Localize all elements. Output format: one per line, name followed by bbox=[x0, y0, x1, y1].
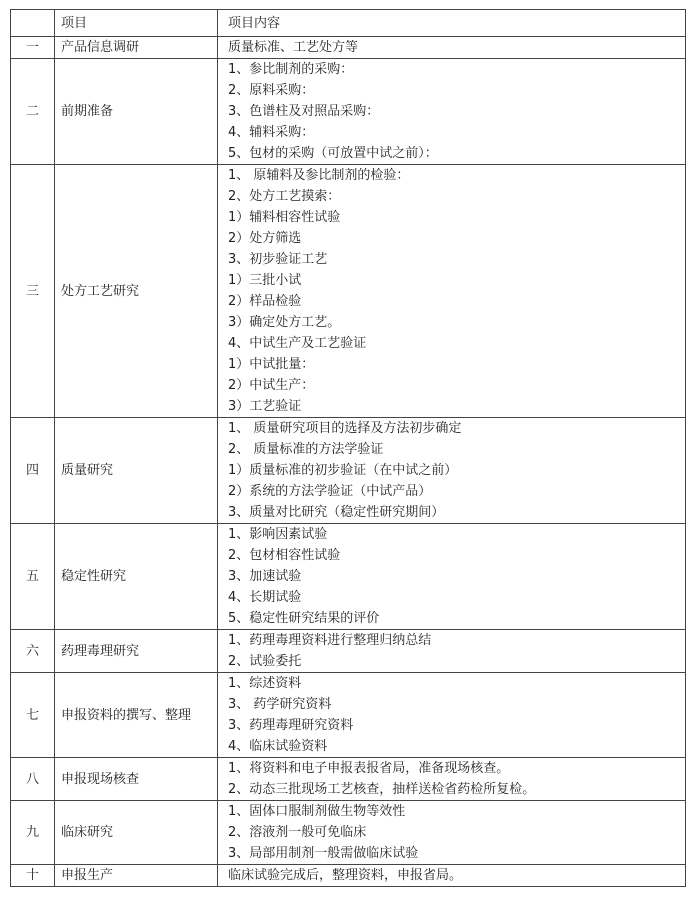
content-line: 4、长期试验 bbox=[228, 590, 302, 605]
row-content bbox=[218, 165, 686, 418]
content-line: 1、综述资料 bbox=[228, 676, 302, 691]
content-line: 2、处方工艺摸索： bbox=[228, 189, 341, 204]
content-line: 2、试验委托 bbox=[228, 654, 302, 669]
table-row bbox=[11, 801, 686, 865]
content-line: 质量标准、工艺处方等 bbox=[228, 40, 359, 55]
content-line: 1、参比制剂的采购： bbox=[228, 62, 354, 77]
content-line: 5、稳定性研究结果的评价 bbox=[228, 611, 380, 626]
content-line: 1、固体口服制剂做生物等效性 bbox=[228, 804, 406, 819]
content-line: 1、药理毒理资料进行整理归纳总结 bbox=[228, 633, 432, 648]
row-number: 九 bbox=[11, 801, 55, 865]
content-line: 3、质量对比研究（稳定性研究期间） bbox=[228, 505, 445, 520]
content-line: 2、原料采购： bbox=[228, 83, 315, 98]
table-row bbox=[11, 524, 686, 630]
row-project: 处方工艺研究 bbox=[55, 165, 218, 418]
row-content bbox=[218, 865, 686, 887]
content-line: 1）中试批量： bbox=[228, 357, 315, 372]
row-number: 一 bbox=[11, 37, 55, 59]
header-content: 项目内容 bbox=[218, 10, 686, 37]
row-number: 二 bbox=[11, 59, 55, 165]
content-line: 3、加速试验 bbox=[228, 569, 302, 584]
content-line: 4、辅料采购： bbox=[228, 125, 315, 140]
table-row bbox=[11, 165, 686, 418]
content-line: 3、色谱柱及对照品采购： bbox=[228, 104, 380, 119]
content-line: 1、 质量研究项目的选择及方法初步确定 bbox=[228, 421, 462, 436]
header-num bbox=[11, 10, 55, 37]
table-header-row bbox=[11, 10, 686, 37]
content-line: 1、将资料和电子申报表报省局，准备现场核查。 bbox=[228, 761, 510, 776]
row-content bbox=[218, 59, 686, 165]
content-line: 1）辅料相容性试验 bbox=[228, 210, 341, 225]
content-line: 2）样品检验 bbox=[228, 294, 302, 309]
table-row bbox=[11, 59, 686, 165]
content-line: 4、中试生产及工艺验证 bbox=[228, 336, 367, 351]
row-number: 六 bbox=[11, 630, 55, 673]
row-content bbox=[218, 630, 686, 673]
table-row bbox=[11, 37, 686, 59]
table-row bbox=[11, 673, 686, 758]
row-number: 四 bbox=[11, 418, 55, 524]
row-number: 五 bbox=[11, 524, 55, 630]
row-project: 产品信息调研 bbox=[55, 37, 218, 59]
row-project: 申报资料的撰写、整理 bbox=[55, 673, 218, 758]
content-line: 临床试验完成后，整理资料，申报省局。 bbox=[228, 868, 463, 883]
content-line: 4、临床试验资料 bbox=[228, 739, 328, 754]
content-line: 1）质量标准的初步验证（在中试之前） bbox=[228, 463, 458, 478]
content-line: 2）系统的方法学验证（中试产品） bbox=[228, 484, 432, 499]
content-line: 1、影响因素试验 bbox=[228, 527, 328, 542]
content-line: 3）工艺验证 bbox=[228, 399, 302, 414]
header-project: 项目 bbox=[55, 10, 218, 37]
content-line: 2、包材相容性试验 bbox=[228, 548, 341, 563]
row-project: 临床研究 bbox=[55, 801, 218, 865]
content-line: 2、动态三批现场工艺核查，抽样送检省药检所复检。 bbox=[228, 782, 536, 797]
content-line: 3、 药学研究资料 bbox=[228, 697, 332, 712]
row-content bbox=[218, 673, 686, 758]
row-content bbox=[218, 418, 686, 524]
content-line: 3、药理毒理研究资料 bbox=[228, 718, 354, 733]
row-content bbox=[218, 801, 686, 865]
content-line: 3、初步验证工艺 bbox=[228, 252, 328, 267]
content-line: 3、局部用制剂一般需做临床试验 bbox=[228, 846, 419, 861]
content-line: 2）中试生产： bbox=[228, 378, 315, 393]
row-project: 药理毒理研究 bbox=[55, 630, 218, 673]
content-line: 1）三批小试 bbox=[228, 273, 302, 288]
content-line: 5、包材的采购（可放置中试之前）： bbox=[228, 146, 438, 161]
row-number: 七 bbox=[11, 673, 55, 758]
content-line: 1、 原辅料及参比制剂的检验： bbox=[228, 168, 410, 183]
content-line: 2、溶液剂一般可免临床 bbox=[228, 825, 367, 840]
row-project: 稳定性研究 bbox=[55, 524, 218, 630]
table-row bbox=[11, 758, 686, 801]
content-line: 2、 质量标准的方法学验证 bbox=[228, 442, 384, 457]
row-number: 八 bbox=[11, 758, 55, 801]
content-line: 3）确定处方工艺。 bbox=[228, 315, 341, 330]
table-row bbox=[11, 630, 686, 673]
table-row bbox=[11, 418, 686, 524]
row-project: 质量研究 bbox=[55, 418, 218, 524]
project-table bbox=[10, 9, 686, 887]
row-content bbox=[218, 524, 686, 630]
content-line: 2）处方筛选 bbox=[228, 231, 302, 246]
row-project: 前期准备 bbox=[55, 59, 218, 165]
row-content bbox=[218, 37, 686, 59]
row-content bbox=[218, 758, 686, 801]
table-row bbox=[11, 865, 686, 887]
row-project: 申报生产 bbox=[55, 865, 218, 887]
row-project: 申报现场核查 bbox=[55, 758, 218, 801]
row-number: 三 bbox=[11, 165, 55, 418]
row-number: 十 bbox=[11, 865, 55, 887]
